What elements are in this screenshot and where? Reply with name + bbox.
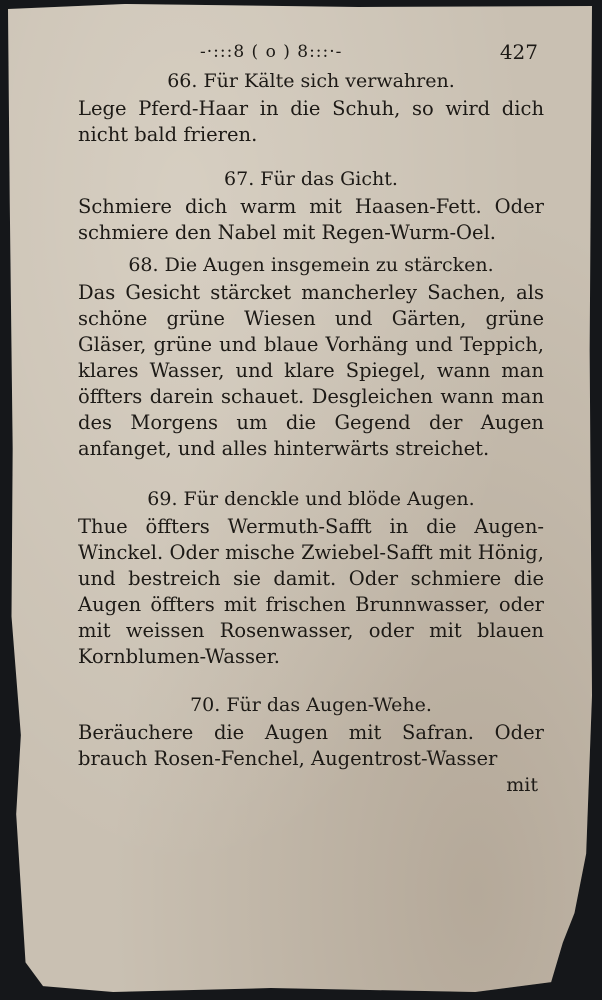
page-content bbox=[78, 36, 544, 796]
section-text: Schmiere dich warm mit Haasen-Fett. Oder schmiere den Nabel mit Regen-Wurm-Oel. bbox=[78, 195, 544, 244]
header-ornament: -·:::8 ( o ) 8:::·- bbox=[200, 42, 343, 62]
section-text: Das Gesicht stärcket mancherley Sachen, als schöne grüne Wiesen und Gärten, grüne Gläser, grüne und blaue Vorhäng und Teppich, klares Wasser, und klare Spiegel, wann man öffters darein schauet. Desgleichen wann man des Morgens um die Gegend der Augen anfanget, und alles hinterwärts streichet. bbox=[78, 281, 544, 460]
section-heading: 67. Für das Gicht. bbox=[224, 168, 398, 190]
page-number: 427 bbox=[499, 40, 538, 64]
section-heading: 70. Für das Augen-Wehe. bbox=[190, 694, 432, 716]
section-heading: 66. Für Kälte sich verwahren. bbox=[167, 70, 455, 92]
section-text: Thue öffters Wermuth-Safft in die Augen-Winckel. Oder mische Zwiebel-Safft mit Hönig, und bestreich sie damit. Oder schmiere die Augen öffters mit frischen Brunnwasser, oder mit weissen Rosenwasser, oder mit blauen Kornblumen-Wasser. bbox=[78, 515, 544, 668]
section-heading: 69. Für denckle und blöde Augen. bbox=[147, 488, 475, 510]
section-70 bbox=[78, 694, 544, 772]
section-heading: 68. Die Augen insgemein zu stärcken. bbox=[128, 254, 494, 276]
section-66 bbox=[78, 70, 544, 148]
section-69 bbox=[78, 488, 544, 670]
section-text: Lege Pferd-Haar in die Schuh, so wird dich nicht bald frieren. bbox=[78, 97, 544, 146]
catchword: mit bbox=[506, 774, 538, 796]
section-text: Beräuchere die Augen mit Safran. Oder brauch Rosen-Fenchel, Augentrost-Wasser bbox=[78, 721, 544, 770]
running-head bbox=[78, 36, 544, 70]
section-67 bbox=[78, 168, 544, 246]
section-68 bbox=[78, 254, 544, 462]
